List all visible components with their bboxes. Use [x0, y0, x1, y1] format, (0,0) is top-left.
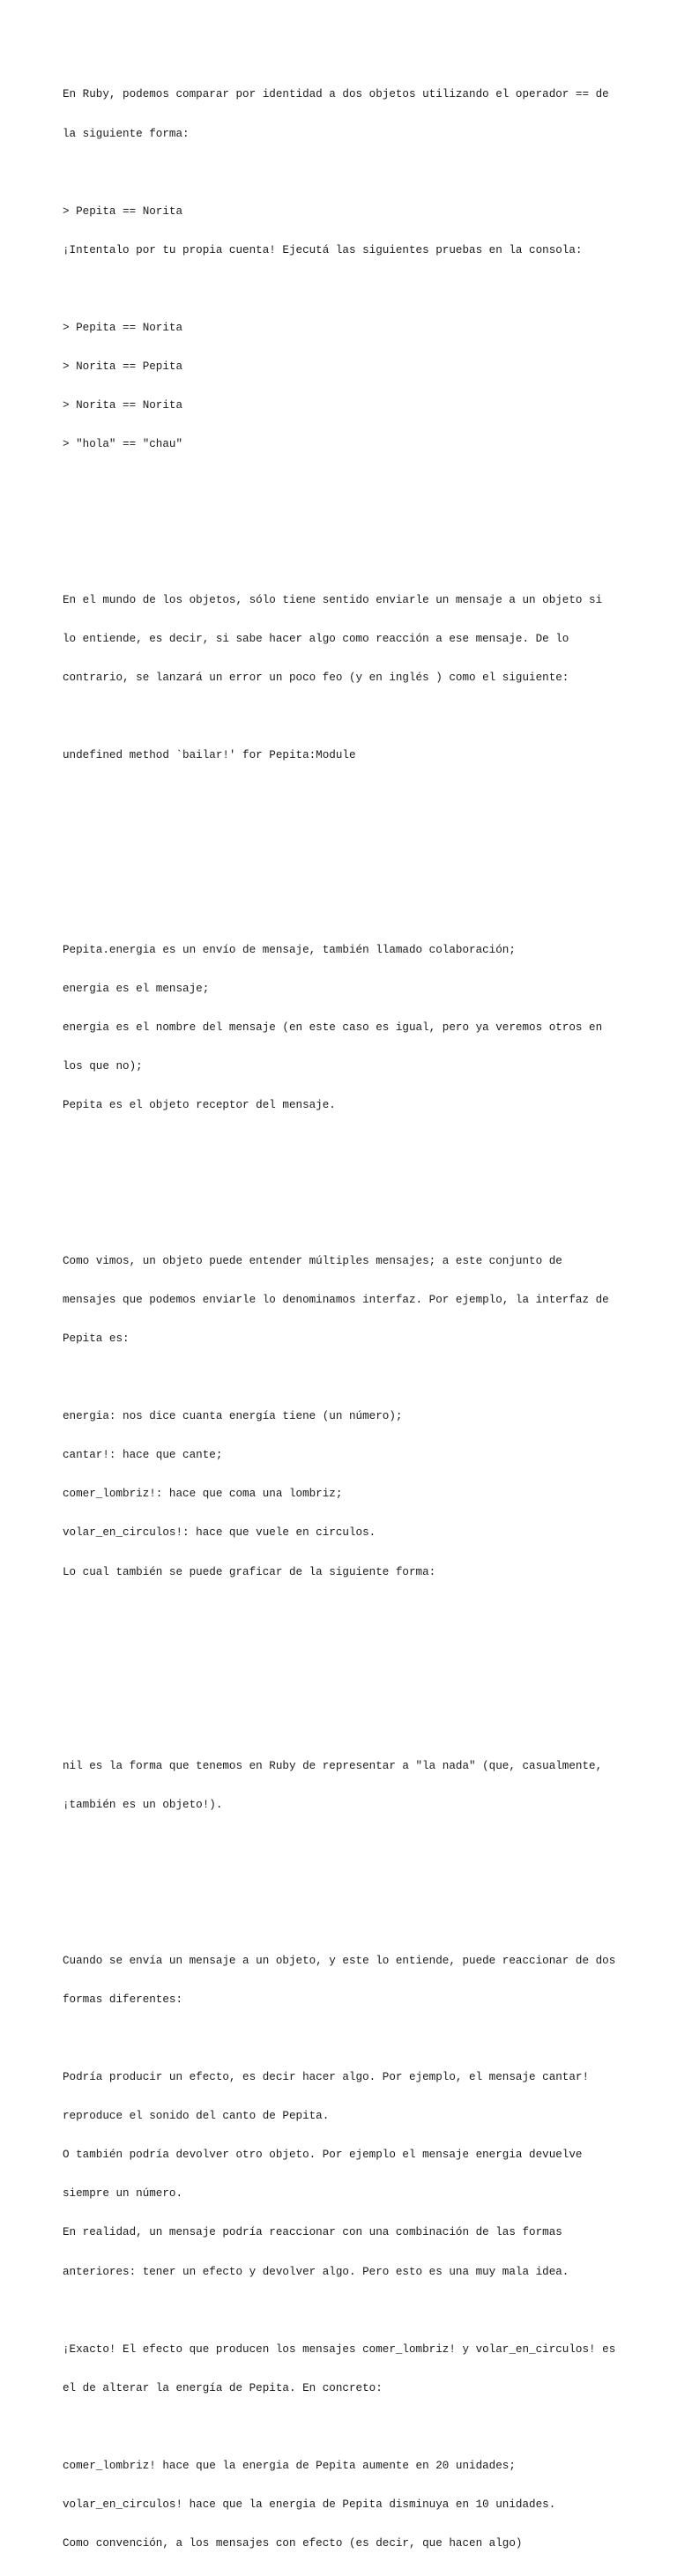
text-line — [63, 2305, 624, 2318]
text-line: anteriores: tener un efecto y devolver algo. Pero esto es una muy mala idea. — [63, 2265, 569, 2278]
text-line: comer_lombriz!: hace que coma una lombriz; — [63, 1488, 343, 1501]
text-line — [63, 1837, 624, 1851]
text-line: Pepita es: — [63, 1332, 130, 1345]
text-line — [63, 1177, 624, 1190]
text-line: > "hola" == "chau" — [63, 438, 183, 451]
text-line — [63, 516, 624, 530]
text-line — [63, 905, 624, 918]
text-line — [63, 1721, 624, 1734]
text-line: nil es la forma que tenemos en Ruby de representar a "la nada" (que, casualmente, — [63, 1760, 603, 1773]
text-line: En realidad, un mensaje podría reaccionar con una combinación de las formas — [63, 2226, 562, 2239]
text-line: Como vimos, un objeto puede entender múltiples mensajes; a este conjunto de — [63, 1254, 562, 1267]
text-line: Pepita.energia es un envío de mensaje, también llamado colaboración; — [63, 943, 516, 956]
text-line — [63, 1644, 624, 1657]
text-line: En el mundo de los objetos, sólo tiene sentido enviarle un mensaje a un objeto si — [63, 593, 603, 606]
text-line — [63, 1916, 624, 1929]
text-line — [63, 827, 624, 840]
text-line: > Pepita == Norita — [63, 204, 183, 218]
text-line — [63, 1605, 624, 1618]
text-line: contrario, se lanzará un error un poco feo (y en inglés ) como el siguiente: — [63, 672, 569, 685]
text-line: Pepita es el objeto receptor del mensaje. — [63, 1099, 336, 1112]
text-line: volar_en_circulos!: hace que vuele en circulos. — [63, 1526, 376, 1540]
text-line: comer_lombriz! hace que la energia de Pepita aumente en 20 unidades; — [63, 2460, 516, 2473]
text-line: energia es el nombre del mensaje (en este caso es igual, pero ya veremos otros en — [63, 1021, 603, 1035]
text-line — [63, 478, 624, 491]
text-line: siempre un número. — [63, 2187, 183, 2201]
text-line: energia es el mensaje; — [63, 982, 210, 995]
text-line: undefined method `bailar!' for Pepita:Module — [63, 749, 356, 762]
text-line: formas diferentes: — [63, 1993, 183, 2006]
text-line: En Ruby, podemos comparar por identidad a dos objetos utilizando el operador == de — [63, 88, 609, 101]
text-line — [63, 866, 624, 880]
text-line: Cuando se envía un mensaje a un objeto, y este lo entiende, puede reaccionar de dos — [63, 1954, 616, 1967]
text-line: > Norita == Norita — [63, 399, 183, 412]
text-line — [63, 555, 624, 568]
text-line: lo entiende, es decir, si sabe hacer algo como reacción a ese mensaje. De lo — [63, 632, 569, 645]
text-line — [63, 1216, 624, 1229]
text-line — [63, 167, 624, 180]
text-line: Como convención, a los mensajes con efecto (es decir, que hacen algo) — [63, 2537, 523, 2550]
document-body — [63, 63, 624, 2576]
text-line: reproduce el sonido del canto de Pepita. — [63, 2110, 330, 2123]
text-line: ¡Exacto! El efecto que producen los mensajes comer_lombriz! y volar_en_circulos! es — [63, 2342, 616, 2356]
text-line: Podría producir un efecto, es decir hacer algo. Por ejemplo, el mensaje cantar! — [63, 2070, 590, 2083]
text-line: los que no); — [63, 1060, 143, 1073]
text-line — [63, 1682, 624, 1696]
text-line — [63, 788, 624, 801]
text-line: cantar!: hace que cante; — [63, 1449, 223, 1462]
text-line: Lo cual también se puede graficar de la siguiente forma: — [63, 1565, 436, 1578]
text-line — [63, 1876, 624, 1889]
text-line: mensajes que podemos enviarle lo denominamos interfaz. Por ejemplo, la interfaz de — [63, 1293, 609, 1306]
text-line: el de alterar la energía de Pepita. En concreto: — [63, 2381, 383, 2394]
text-line — [63, 710, 624, 724]
text-line — [63, 1138, 624, 1151]
text-line — [63, 2032, 624, 2045]
text-line: la siguiente forma: — [63, 127, 190, 140]
text-line — [63, 2421, 624, 2434]
text-line: ¡Intentalo por tu propia cuenta! Ejecutá las siguientes pruebas en la consola: — [63, 243, 583, 256]
text-line: O también podría devolver otro objeto. Por ejemplo el mensaje energia devuelve — [63, 2149, 583, 2162]
text-line: volar_en_circulos! hace que la energia de Pepita disminuya en 10 unidades. — [63, 2498, 556, 2512]
text-line: > Norita == Pepita — [63, 360, 183, 374]
text-line: energia: nos dice cuanta energía tiene (un número); — [63, 1410, 403, 1423]
text-line — [63, 283, 624, 296]
text-line: ¡también es un objeto!). — [63, 1799, 223, 1812]
text-line: > Pepita == Norita — [63, 322, 183, 335]
text-line — [63, 1371, 624, 1385]
